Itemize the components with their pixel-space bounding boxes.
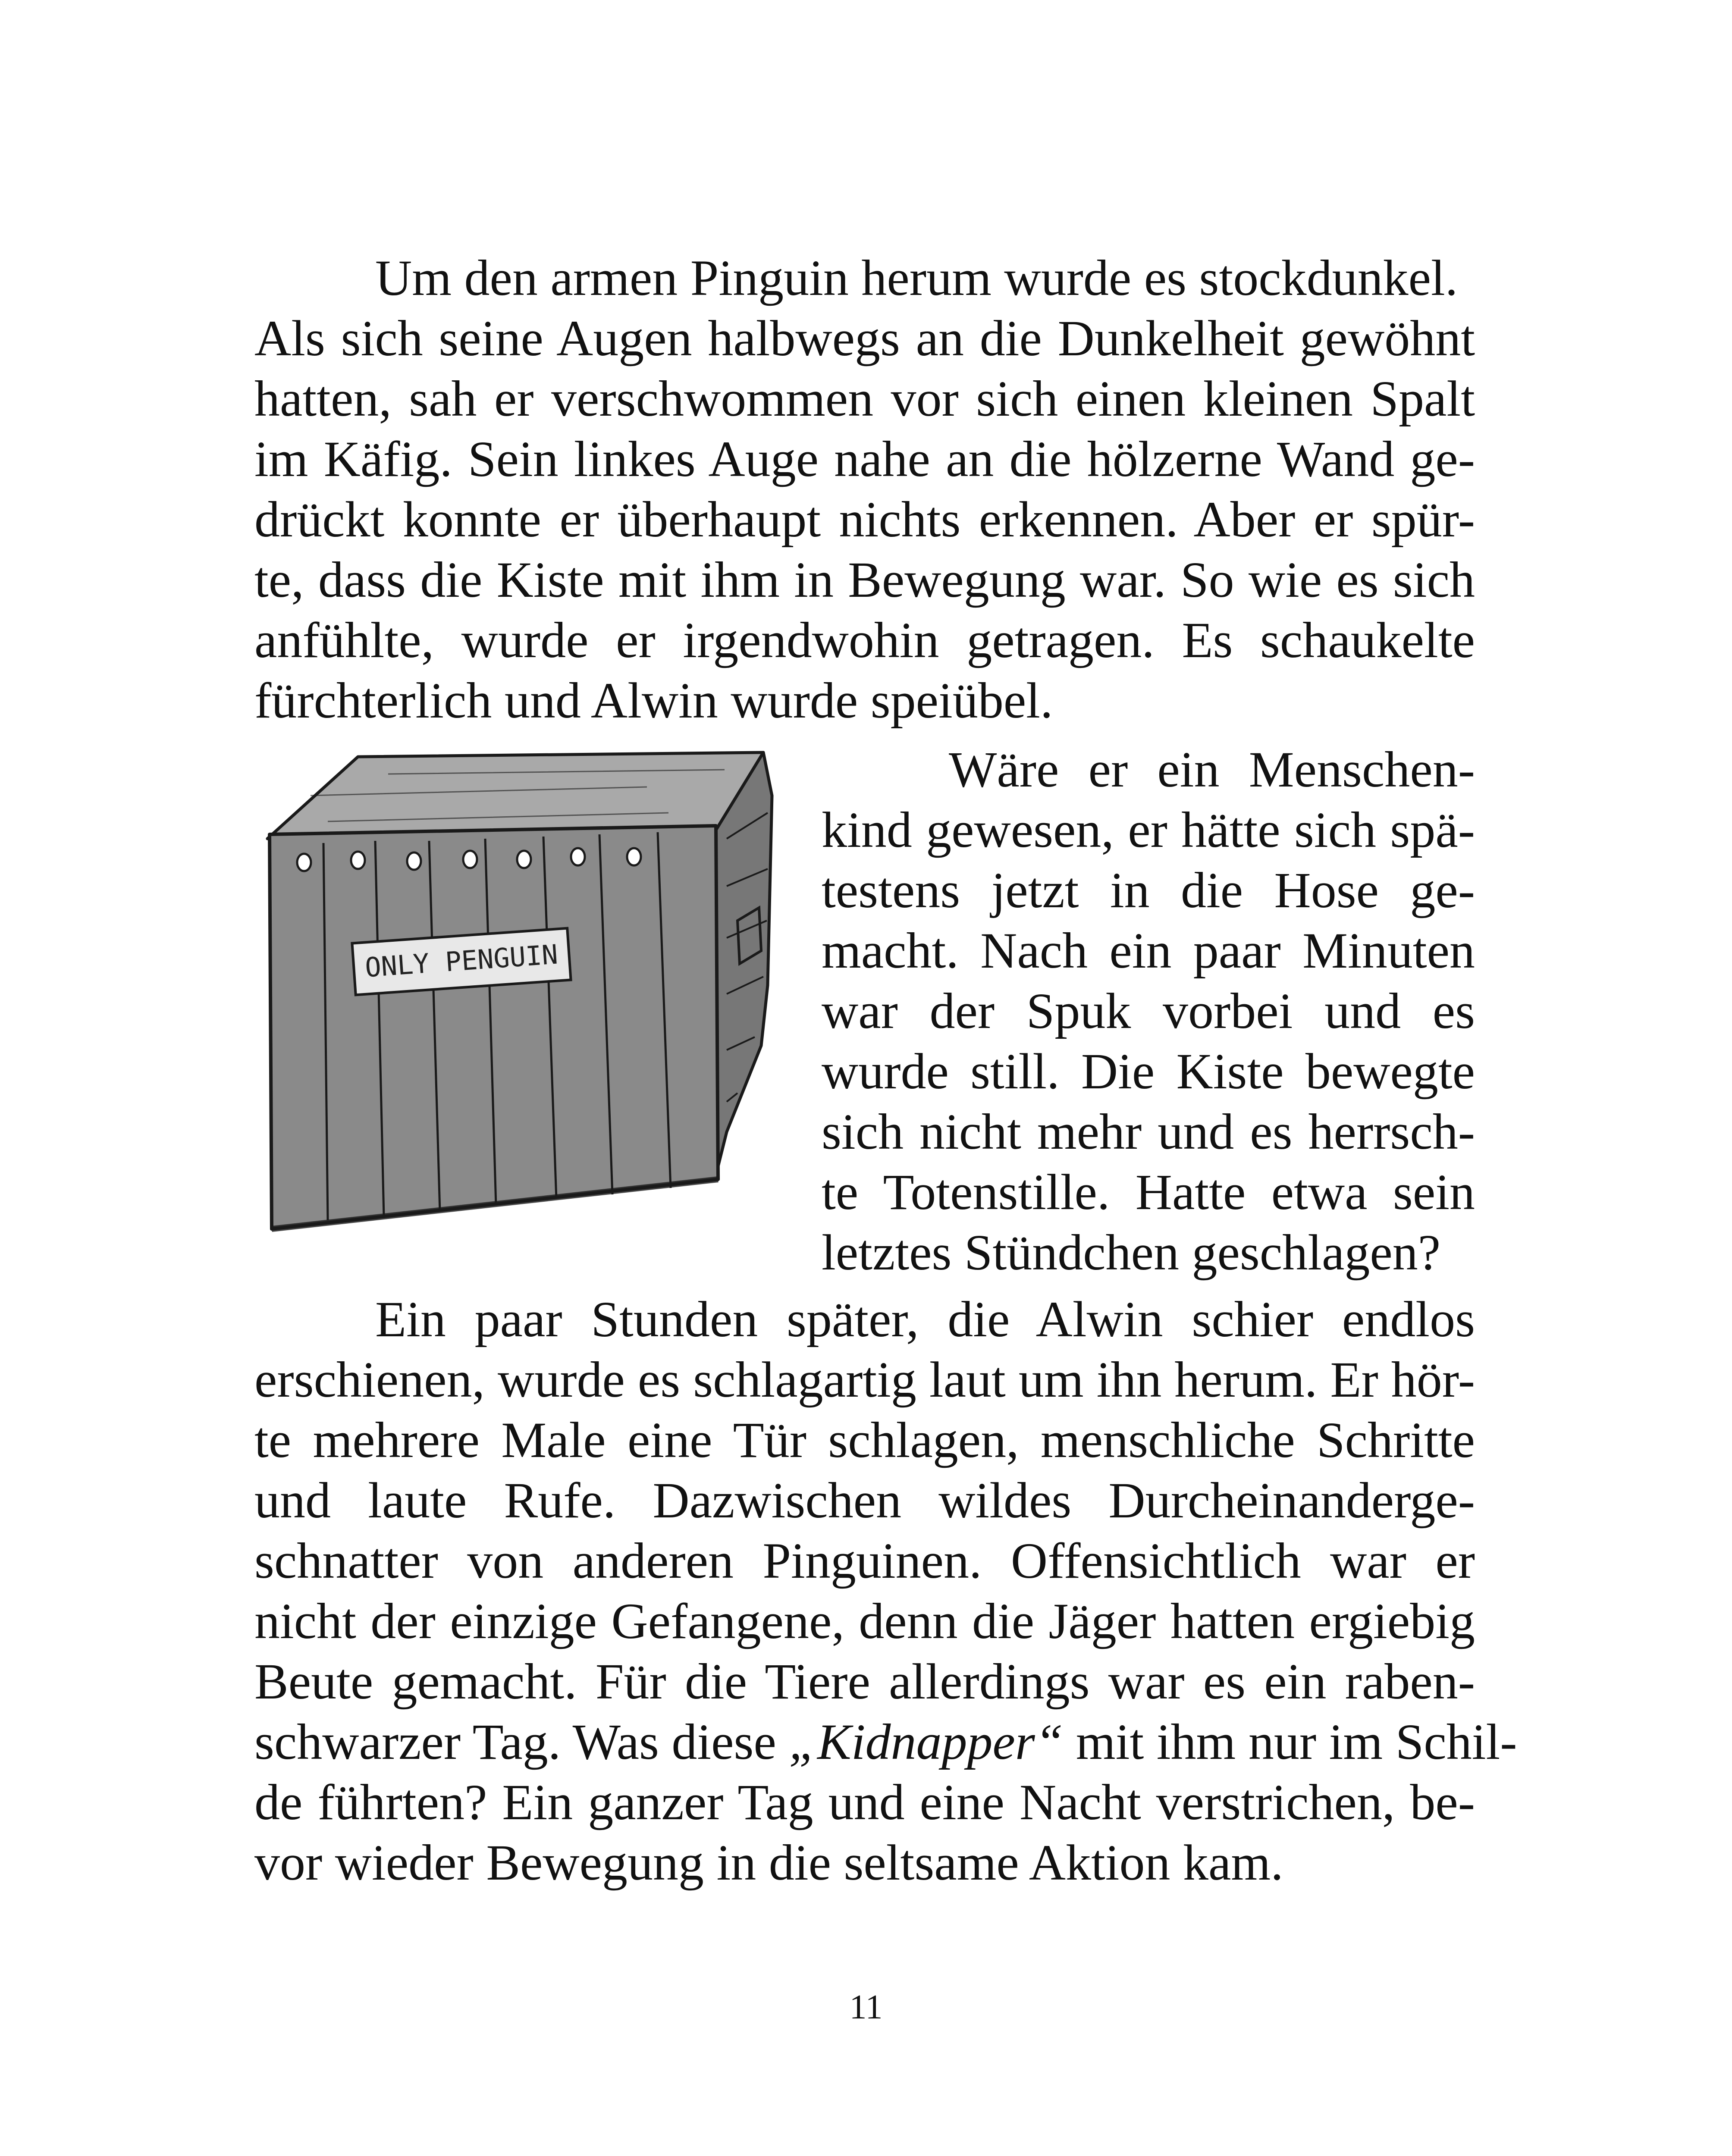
text-line: anfühlte, wurde er irgendwohin getragen. Es schaukelte [254,612,1475,668]
text-line: Als sich seine Augen halbwegs an die Dunkelheit gewöhnt [254,310,1475,367]
text-line: te mehrere Male eine Tür schlagen, menschliche Schritte [254,1412,1475,1468]
text-line: kind gewesen, er hätte sich spä- [822,802,1475,858]
text-line: wurde still. Die Kiste bewegte [822,1043,1475,1100]
text-line: und laute Rufe. Dazwischen wildes Durcheinanderge- [254,1472,1475,1529]
crate-illustration [259,744,789,1235]
text-line: Ein paar Stunden später, die Alwin schier endlos [375,1291,1475,1348]
text-line: te, dass die Kiste mit ihm in Bewegung war. So wie es sich [254,552,1475,608]
text-line: sich nicht mehr und es herrsch- [822,1103,1475,1160]
text-line: testens jetzt in die Hose ge- [822,862,1475,918]
page-number: 11 [849,1988,883,2026]
text-line: hatten, sah er verschwommen vor sich einen kleinen Spalt [254,370,1475,427]
text-line: war der Spuk vorbei und es [822,983,1475,1039]
text-line: schnatter von anderen Pinguinen. Offensichtlich war er [254,1532,1475,1589]
text-line: Wäre er ein Menschen- [949,741,1475,798]
text-line: macht. Nach ein paar Minuten [822,922,1475,979]
italic-word: „Kidnapper“ [789,1714,1064,1770]
text-line: Um den armen Pinguin herum wurde es stockdunkel. [375,250,1458,306]
text-line: im Käfig. Sein linkes Auge nahe an die hölzerne Wand ge- [254,431,1475,487]
text-line: fürchterlich und Alwin wurde speiübel. [254,672,1053,729]
text-line: te Totenstille. Hatte etwa sein [822,1164,1475,1220]
text-line: erschienen, wurde es schlagartig laut um ihn herum. Er hör- [254,1351,1475,1408]
crate-label-text: ONLY PENGUIN [364,938,559,984]
text-line: Beute gemacht. Für die Tiere allerdings war es ein raben- [254,1653,1475,1710]
text-line: de führten? Ein ganzer Tag und eine Nacht verstrichen, be- [254,1774,1475,1830]
text-line: vor wieder Bewegung in die seltsame Aktion kam. [254,1834,1283,1891]
text-line: nicht der einzige Gefangene, denn die Jäger hatten ergiebig [254,1593,1475,1649]
text-line: drückt konnte er überhaupt nichts erkennen. Aber er spür- [254,491,1475,548]
text-fragment: schwarzer Tag. Was diese [254,1714,776,1770]
text-line [254,1712,1517,1772]
text-line: letztes Stündchen geschlagen? [822,1224,1441,1281]
text-fragment: mit ihm nur im Schil- [1076,1714,1517,1770]
